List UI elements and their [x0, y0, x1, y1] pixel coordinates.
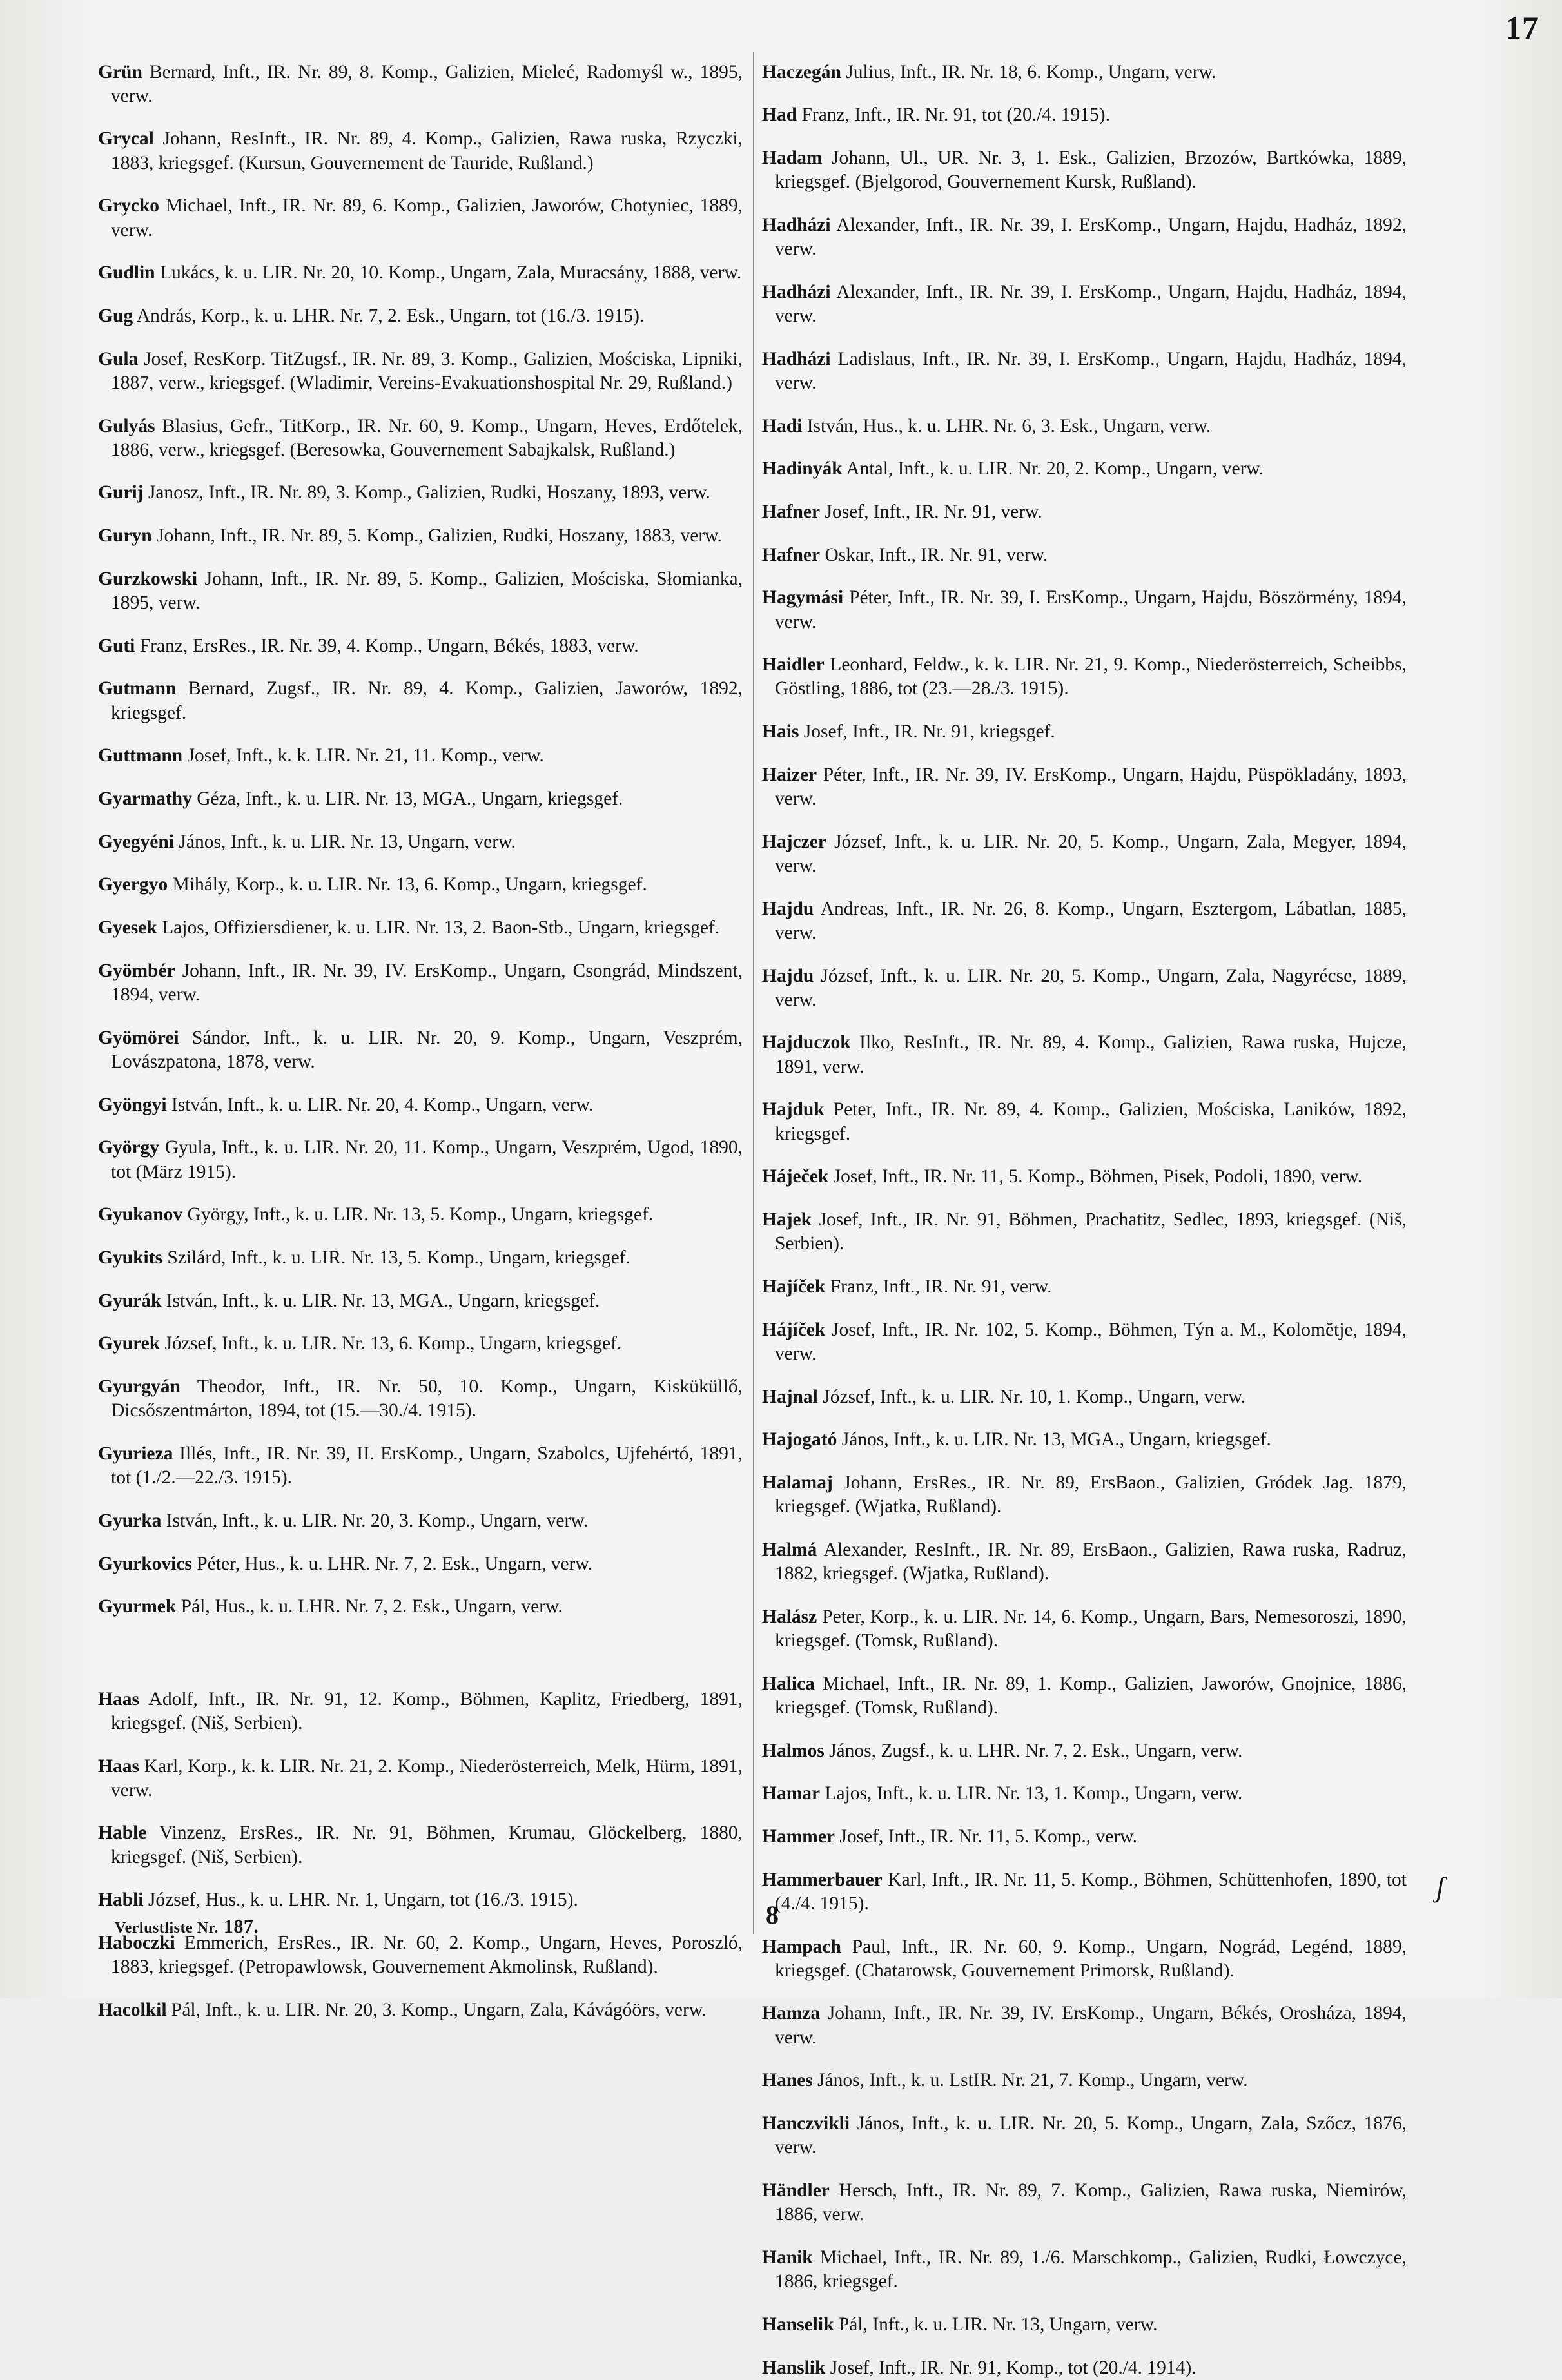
entry-surname: Gug: [98, 305, 133, 326]
entry-details: Lajos, Inft., k. u. LIR. Nr. 13, 1. Komp., Ungarn, verw.: [820, 1783, 1243, 1804]
entry-details: Peter, Inft., IR. Nr. 89, 4. Komp., Galizien, Mościska, Laników, 1892, kriegsgef.: [775, 1099, 1407, 1144]
list-entry: [762, 1605, 1407, 1653]
footer-label: Verlustliste Nr.: [115, 1920, 219, 1936]
entry-details: Franz, Inft., IR. Nr. 91, tot (20./4. 1915).: [797, 104, 1110, 126]
list-entry: [762, 415, 1407, 438]
entry-surname: Hadinyák: [762, 458, 843, 480]
entry-surname: Hadam: [762, 147, 823, 168]
list-entry: [98, 1509, 743, 1533]
entry-surname: Gyurieza: [98, 1443, 173, 1465]
entry-surname: Hajdu: [762, 965, 814, 986]
entry-surname: Gyesek: [98, 917, 157, 939]
entry-details: Josef, Inft., IR. Nr. 91, Böhmen, Prachatitz, Sedlec, 1893, kriegsgef. (Niš, Serbien).: [775, 1209, 1407, 1254]
left-entries-g: [98, 61, 743, 1619]
entry-details: Alexander, Inft., IR. Nr. 39, I. ErsKomp., Ungarn, Hajdu, Hadház, 1894, verw.: [775, 281, 1407, 326]
list-entry: [762, 543, 1407, 567]
list-entry: [98, 1093, 743, 1117]
entry-surname: Händler: [762, 2180, 830, 2201]
list-entry: [762, 1098, 1407, 1146]
list-entry: [762, 280, 1407, 328]
entry-surname: Hacolkil: [98, 1999, 167, 2020]
entry-surname: Hajogató: [762, 1429, 837, 1450]
list-entry: [762, 2069, 1407, 2092]
entry-details: Lajos, Offiziersdiener, k. u. LIR. Nr. 13, 2. Baon-Stb., Ungarn, kriegsgef.: [157, 917, 720, 939]
list-entry: [98, 1442, 743, 1490]
entry-surname: Halmos: [762, 1740, 825, 1761]
list-entry: [98, 787, 743, 811]
list-entry: [762, 1739, 1407, 1763]
list-entry: [98, 61, 743, 108]
entry-details: Hersch, Inft., IR. Nr. 89, 7. Komp., Galizien, Rawa ruska, Niemirów, 1886, verw.: [775, 2180, 1407, 2225]
entry-surname: Halamaj: [762, 1472, 833, 1493]
entry-details: Vinzenz, ErsRes., IR. Nr. 91, Böhmen, Krumau, Glöckelberg, 1880, kriegsgef. (Niš, Serbien).: [111, 1822, 743, 1868]
list-entry: [762, 763, 1407, 811]
entry-details: Ilko, ResInft., IR. Nr. 89, 4. Komp., Galizien, Rawa ruska, Hujcze, 1891, verw.: [775, 1032, 1407, 1077]
list-entry: [762, 586, 1407, 634]
entry-surname: Gyurmek: [98, 1596, 177, 1617]
entry-details: Blasius, Gefr., TitKorp., IR. Nr. 60, 9. Komp., Ungarn, Heves, Erdőtelek, 1886, verw., kriegsgef. (Beresowka, Gouvernement Sabajkalsk, Rußland.): [111, 415, 743, 460]
entry-surname: Guti: [98, 635, 135, 656]
entry-surname: Gyömörei: [98, 1027, 179, 1048]
entry-surname: Halmá: [762, 1539, 817, 1560]
list-entry: [98, 1595, 743, 1619]
entry-details: Andreas, Inft., IR. Nr. 26, 8. Komp., Ungarn, Esztergom, Lábatlan, 1885, verw.: [775, 898, 1407, 943]
entry-details: Josef, Inft., IR. Nr. 102, 5. Komp., Böhmen, Týn a. M., Kolomĕtje, 1894, verw.: [775, 1319, 1407, 1364]
entry-surname: Haboczki: [98, 1933, 175, 1954]
entry-details: István, Inft., k. u. LIR. Nr. 20, 4. Komp., Ungarn, verw.: [166, 1094, 594, 1115]
entry-details: György, Inft., k. u. LIR. Nr. 13, 5. Komp., Ungarn, kriegsgef.: [182, 1204, 654, 1225]
entry-details: János, Inft., k. u. LIR. Nr. 13, Ungarn, verw.: [174, 831, 516, 852]
entry-surname: Gudlin: [98, 262, 155, 284]
entry-details: Johann, ResInft., IR. Nr. 89, 4. Komp., Galizien, Rawa ruska, Rzyczki, 1883, kriegsgef. (Kursun, Gouvernement de Tauride, Rußland.): [111, 128, 743, 173]
entry-details: József, Inft., k. u. LIR. Nr. 13, 6. Komp., Ungarn, kriegsgef.: [160, 1333, 622, 1354]
list-entry: [762, 500, 1407, 524]
entry-surname: Gyegyéni: [98, 831, 174, 852]
entry-details: József, Inft., k. u. LIR. Nr. 10, 1. Komp., Ungarn, verw.: [817, 1386, 1246, 1407]
entry-details: Josef, Inft., IR. Nr. 91, verw.: [820, 501, 1042, 522]
entry-surname: Gyurek: [98, 1333, 161, 1354]
entry-surname: Hafner: [762, 544, 821, 565]
entry-surname: György: [98, 1137, 160, 1158]
list-entry: [98, 415, 743, 462]
list-entry: [98, 1026, 743, 1074]
entry-details: János, Zugsf., k. u. LHR. Nr. 7, 2. Esk., Ungarn, verw.: [824, 1740, 1243, 1761]
list-entry: [98, 1688, 743, 1735]
section-gap: [98, 1619, 743, 1668]
list-entry: [98, 1888, 743, 1912]
entry-details: Pál, Inft., k. u. LIR. Nr. 20, 3. Komp., Ungarn, Zala, Kávágóörs, verw.: [166, 1999, 707, 2020]
list-entry: [762, 61, 1407, 84]
entry-surname: Hammerbauer: [762, 1869, 883, 1890]
entry-surname: Haidler: [762, 654, 825, 676]
entry-details: Péter, Hus., k. u. LHR. Nr. 7, 2. Esk., Ungarn, verw.: [191, 1553, 593, 1574]
entry-surname: Gutmann: [98, 678, 177, 699]
list-entry: [98, 677, 743, 725]
entry-surname: Hamza: [762, 2003, 821, 2024]
entry-surname: Hais: [762, 721, 799, 743]
entry-surname: Gyukits: [98, 1247, 163, 1268]
entry-details: János, Inft., k. u. LIR. Nr. 13, MGA., Ungarn, kriegsgef.: [837, 1429, 1271, 1450]
entry-surname: Haizer: [762, 764, 817, 785]
entry-surname: Hagymási: [762, 587, 844, 609]
entry-surname: Grycko: [98, 195, 160, 217]
entry-details: Pál, Hus., k. u. LHR. Nr. 7, 2. Esk., Ungarn, verw.: [176, 1596, 563, 1617]
list-entry: [98, 1332, 743, 1356]
list-entry: [762, 720, 1407, 744]
list-entry: [762, 347, 1407, 395]
entry-details: Franz, ErsRes., IR. Nr. 39, 4. Komp., Ungarn, Békés, 1883, verw.: [135, 635, 639, 656]
entry-surname: Halica: [762, 1673, 815, 1694]
signature-mark: 8: [766, 1900, 779, 1929]
page-number: 17: [1505, 10, 1539, 46]
entry-details: Karl, Inft., IR. Nr. 11, 5. Komp., Böhmen, Schüttenhofen, 1890, tot (4./4. 1915).: [775, 1869, 1407, 1914]
entry-details: József, Hus., k. u. LHR. Nr. 1, Ungarn, tot (16./3. 1915).: [143, 1889, 578, 1911]
entry-details: Julius, Inft., IR. Nr. 18, 6. Komp., Ungarn, verw.: [841, 61, 1216, 83]
list-entry: [98, 1203, 743, 1227]
entry-details: Lukács, k. u. LIR. Nr. 20, 10. Komp., Ungarn, Zala, Muracsány, 1888, verw.: [155, 262, 742, 284]
list-entry: [98, 347, 743, 395]
list-entry: [762, 1538, 1407, 1586]
entry-surname: Háječek: [762, 1166, 829, 1187]
list-entry: [98, 567, 743, 615]
list-entry: [98, 1552, 743, 1576]
entry-surname: Gyurkovics: [98, 1553, 192, 1574]
list-entry: [98, 194, 743, 242]
list-entry: [762, 146, 1407, 194]
entry-details: Michael, Inft., IR. Nr. 89, 1./6. Marschkomp., Galizien, Rudki, Łowczyce, 1886, kriegsgef.: [775, 2247, 1407, 2292]
entry-details: Géza, Inft., k. u. LIR. Nr. 13, MGA., Ungarn, kriegsgef.: [191, 788, 623, 810]
entry-details: Sándor, Inft., k. u. LIR. Nr. 20, 9. Komp., Ungarn, Veszprém, Lovászpatona, 1878, verw.: [111, 1027, 743, 1072]
entry-surname: Hadházi: [762, 281, 831, 302]
entry-details: Johann, Inft., IR. Nr. 89, 5. Komp., Galizien, Rudki, Hoszany, 1883, verw.: [151, 525, 722, 547]
list-entry: [98, 873, 743, 897]
entry-surname: Hanczvikli: [762, 2113, 850, 2134]
list-entry: [98, 127, 743, 175]
list-entry: [762, 1471, 1407, 1519]
entry-details: Péter, Inft., IR. Nr. 39, IV. ErsKomp., Ungarn, Hajdu, Püspökladány, 1893, verw.: [775, 764, 1407, 810]
entry-details: Johann, Ul., UR. Nr. 3, 1. Esk., Galizien, Brzozów, Bartkówka, 1889, kriegsgef. (Bjelgorod, Gouvernement Kursk, Rußland).: [775, 147, 1407, 193]
list-entry: [762, 830, 1407, 878]
entry-surname: Guttmann: [98, 745, 183, 766]
entry-details: Alexander, Inft., IR. Nr. 39, I. ErsKomp., Ungarn, Hajdu, Hadház, 1892, verw.: [775, 214, 1407, 260]
entry-details: Johann, Inft., IR. Nr. 39, IV. ErsKomp., Ungarn, Békés, Orosháza, 1894, verw.: [775, 2003, 1407, 2048]
entry-surname: Gulyás: [98, 415, 155, 436]
entry-surname: Hanik: [762, 2247, 813, 2268]
entry-details: Josef, Inft., IR. Nr. 91, kriegsgef.: [799, 721, 1055, 743]
entry-details: Emmerich, ErsRes., IR. Nr. 60, 2. Komp., Ungarn, Heves, Poroszló, 1883, kriegsgef. (Petropawlowsk, Gouvernement Akmolinsk, Rußland).: [111, 1933, 743, 1978]
list-entry: [762, 1275, 1407, 1299]
list-entry: [762, 2356, 1407, 2380]
entry-details: Gyula, Inft., k. u. LIR. Nr. 20, 11. Komp., Ungarn, Veszprém, Ugod, 1890, tot (März 1915).: [111, 1137, 743, 1182]
entry-surname: Haczegán: [762, 61, 841, 83]
entry-surname: Hampach: [762, 1936, 841, 1957]
list-entry: [98, 959, 743, 1007]
list-entry: [98, 916, 743, 940]
entry-surname: Gyurák: [98, 1290, 162, 1311]
entry-details: Franz, Inft., IR. Nr. 91, verw.: [825, 1276, 1052, 1297]
entry-details: Oskar, Inft., IR. Nr. 91, verw.: [820, 544, 1048, 565]
list-entry: [762, 2246, 1407, 2294]
entry-surname: Gyergyo: [98, 874, 168, 895]
left-entries-h: [98, 1688, 743, 2023]
list-entry: [98, 524, 743, 548]
page-footer: [115, 1916, 259, 1938]
entry-surname: Hadházi: [762, 214, 831, 235]
list-entry: [762, 1672, 1407, 1720]
entry-surname: Hamar: [762, 1783, 821, 1804]
entry-details: András, Korp., k. u. LHR. Nr. 7, 2. Esk., Ungarn, tot (16./3. 1915).: [133, 305, 645, 326]
entry-details: József, Inft., k. u. LIR. Nr. 20, 5. Komp., Ungarn, Zala, Nagyrécse, 1889, verw.: [775, 965, 1407, 1010]
entry-details: Paul, Inft., IR. Nr. 60, 9. Komp., Ungarn, Nográd, Legénd, 1889, kriegsgef. (Chatarowsk, Gouvernement Primorsk, Rußland).: [775, 1936, 1407, 1981]
margin-mark: ʃ: [1436, 1871, 1445, 1903]
list-entry: [762, 103, 1407, 127]
entry-details: Bernard, Zugsf., IR. Nr. 89, 4. Komp., Galizien, Jaworów, 1892, kriegsgef.: [111, 678, 743, 723]
entry-surname: Gula: [98, 348, 139, 369]
list-entry: [98, 1136, 743, 1184]
entry-details: Illés, Inft., IR. Nr. 39, II. ErsKomp., Ungarn, Szabolcs, Ujfehértó, 1891, tot (1./2.—22./3. 1915).: [111, 1443, 743, 1488]
entry-details: Josef, Inft., k. k. LIR. Nr. 21, 11. Komp., verw.: [182, 745, 544, 766]
entry-details: Josef, Inft., IR. Nr. 91, Komp., tot (20./4. 1914).: [825, 2357, 1196, 2378]
list-entry: [98, 1289, 743, 1313]
list-entry: [762, 1031, 1407, 1078]
entry-surname: Gyurgyán: [98, 1376, 181, 1398]
list-entry: [98, 634, 743, 658]
entry-surname: Had: [762, 104, 797, 126]
entry-details: István, Hus., k. u. LHR. Nr. 6, 3. Esk., Ungarn, verw.: [802, 415, 1211, 436]
entry-details: Antal, Inft., k. u. LIR. Nr. 20, 2. Komp., Ungarn, verw.: [842, 458, 1264, 480]
entry-surname: Hájíček: [762, 1319, 826, 1340]
entry-details: Adolf, Inft., IR. Nr. 91, 12. Komp., Böhmen, Kaplitz, Friedberg, 1891, kriegsgef. (Niš, Serbien).: [111, 1688, 743, 1733]
list-entry: [762, 1782, 1407, 1806]
list-entry: [762, 213, 1407, 261]
list-entry: [762, 2179, 1407, 2227]
footer-number: 187.: [223, 1916, 259, 1937]
list-entry: [98, 304, 743, 328]
entry-details: Janosz, Inft., IR. Nr. 89, 3. Komp., Galizien, Rudki, Hoszany, 1893, verw.: [143, 482, 710, 503]
list-entry: [762, 1868, 1407, 1916]
entry-surname: Hanselik: [762, 2314, 834, 2335]
entry-details: Alexander, ResInft., IR. Nr. 89, ErsBaon., Galizien, Rawa ruska, Radruz, 1882, kriegsgef. (Wjatka, Rußland).: [775, 1539, 1407, 1585]
list-entry: [762, 1208, 1407, 1256]
entry-surname: Hajek: [762, 1209, 812, 1230]
left-column: [98, 41, 743, 2023]
list-entry: [98, 261, 743, 285]
list-entry: [762, 457, 1407, 481]
list-entry: [762, 653, 1407, 701]
list-entry: [762, 1935, 1407, 1983]
entry-surname: Hajduk: [762, 1099, 825, 1120]
entry-details: Peter, Korp., k. u. LIR. Nr. 14, 6. Komp., Ungarn, Bars, Nemesoroszi, 1890, kriegsgef. (Tomsk, Rußland).: [775, 1606, 1407, 1651]
entry-surname: Haas: [98, 1755, 139, 1777]
entry-surname: Haas: [98, 1688, 139, 1710]
entry-details: Szilárd, Inft., k. u. LIR. Nr. 13, 5. Komp., Ungarn, kriegsgef.: [162, 1247, 630, 1268]
entry-surname: Gyöngyi: [98, 1094, 167, 1115]
entry-details: Josef, Inft., IR. Nr. 11, 5. Komp., Böhmen, Pisek, Podoli, 1890, verw.: [828, 1166, 1363, 1187]
list-entry: [98, 830, 743, 854]
list-entry: [762, 1318, 1407, 1366]
list-entry: [762, 1825, 1407, 1849]
list-entry: [762, 897, 1407, 945]
list-entry: [762, 1385, 1407, 1409]
entry-surname: Guryn: [98, 525, 152, 547]
entry-details: József, Inft., k. u. LIR. Nr. 20, 5. Komp., Ungarn, Zala, Megyer, 1894, verw.: [775, 831, 1407, 876]
list-entry: [98, 1821, 743, 1869]
right-entries-h: [762, 61, 1407, 2380]
entry-details: Theodor, Inft., IR. Nr. 50, 10. Komp., Ungarn, Kisküküllő, Dicsőszentmárton, 1894, tot (15.—30./4. 1915).: [111, 1376, 743, 1421]
entry-details: Pál, Inft., k. u. LIR. Nr. 13, Ungarn, verw.: [834, 2314, 1158, 2335]
entry-details: János, Inft., k. u. LstIR. Nr. 21, 7. Komp., Ungarn, verw.: [812, 2070, 1248, 2091]
entry-surname: Gyukanov: [98, 1204, 183, 1225]
entry-surname: Hadházi: [762, 348, 831, 369]
entry-surname: Gyömbér: [98, 960, 175, 981]
entry-details: Michael, Inft., IR. Nr. 89, 6. Komp., Galizien, Jaworów, Chotyniec, 1889, verw.: [111, 195, 743, 240]
entry-details: Josef, Inft., IR. Nr. 11, 5. Komp., verw.: [835, 1826, 1137, 1847]
entry-surname: Grycal: [98, 128, 154, 150]
list-entry: [762, 1165, 1407, 1189]
entry-surname: Hable: [98, 1822, 147, 1844]
entry-surname: Grün: [98, 61, 142, 83]
list-entry: [762, 964, 1407, 1012]
entry-surname: Gurij: [98, 482, 144, 503]
entry-details: Péter, Inft., IR. Nr. 39, I. ErsKomp., Ungarn, Hajdu, Böszörmény, 1894, verw.: [775, 587, 1407, 632]
entry-surname: Hajczer: [762, 831, 826, 852]
entry-surname: Hajdu: [762, 898, 814, 919]
entry-details: Bernard, Inft., IR. Nr. 89, 8. Komp., Galizien, Mieleć, Radomyśl w., 1895, verw.: [111, 61, 743, 106]
entry-details: János, Inft., k. u. LIR. Nr. 20, 5. Komp., Ungarn, Zala, Szőcz, 1876, verw.: [775, 2113, 1407, 2158]
entry-details: Leonhard, Feldw., k. k. LIR. Nr. 21, 9. Komp., Niederösterreich, Scheibbs, Göstling, 1886, tot (23.—28./3. 1915).: [775, 654, 1407, 699]
entry-details: Michael, Inft., IR. Nr. 89, 1. Komp., Galizien, Jaworów, Gnojnice, 1886, kriegsgef. (Tomsk, Rußland).: [775, 1673, 1407, 1718]
list-entry: [762, 1428, 1407, 1452]
entry-surname: Hajíček: [762, 1276, 826, 1297]
entry-details: István, Inft., k. u. LIR. Nr. 20, 3. Komp., Ungarn, verw.: [161, 1510, 589, 1531]
list-entry: [98, 744, 743, 768]
entry-details: Josef, ResKorp. TitZugsf., IR. Nr. 89, 3. Komp., Galizien, Mościska, Lipniki, 1887, verw., kriegsgef. (Wladimir, Vereins-Evakuationshospital Nr. 29, Rußland.): [111, 348, 743, 393]
entry-surname: Gurzkowski: [98, 568, 198, 589]
entry-surname: Gyarmathy: [98, 788, 192, 810]
entry-surname: Hajduczok: [762, 1032, 851, 1053]
right-column: [762, 41, 1407, 2380]
entry-surname: Hajnal: [762, 1386, 818, 1407]
entry-surname: Halász: [762, 1606, 817, 1627]
entry-surname: Hammer: [762, 1826, 835, 1847]
list-entry: [98, 1931, 743, 1979]
entry-details: Johann, Inft., IR. Nr. 89, 5. Komp., Galizien, Mościska, Słomianka, 1895, verw.: [111, 568, 743, 614]
entry-details: István, Inft., k. u. LIR. Nr. 13, MGA., Ungarn, kriegsgef.: [161, 1290, 600, 1311]
entry-surname: Gyurka: [98, 1510, 162, 1531]
entry-surname: Hafner: [762, 501, 821, 522]
list-entry: [762, 2112, 1407, 2160]
list-entry: [98, 1755, 743, 1802]
list-entry: [98, 1246, 743, 1270]
list-entry: [98, 481, 743, 505]
entry-details: Karl, Korp., k. k. LIR. Nr. 21, 2. Komp., Niederösterreich, Melk, Hürm, 1891, verw.: [111, 1755, 743, 1800]
entry-details: Johann, ErsRes., IR. Nr. 89, ErsBaon., Galizien, Gródek Jag. 1879, kriegsgef. (Wjatka, Rußland).: [775, 1472, 1407, 1517]
list-entry: [762, 2002, 1407, 2049]
list-entry: [762, 2313, 1407, 2337]
entry-details: Mihály, Korp., k. u. LIR. Nr. 13, 6. Komp., Ungarn, kriegsgef.: [168, 874, 647, 895]
entry-details: Ladislaus, Inft., IR. Nr. 39, I. ErsKomp., Ungarn, Hajdu, Hadház, 1894, verw.: [775, 348, 1407, 393]
entry-surname: Hanslik: [762, 2357, 826, 2378]
entry-details: Johann, Inft., IR. Nr. 39, IV. ErsKomp., Ungarn, Csongrád, Mindszent, 1894, verw.: [111, 960, 743, 1006]
list-entry: [98, 1375, 743, 1423]
entry-surname: Habli: [98, 1889, 144, 1911]
entry-surname: Hadi: [762, 415, 803, 436]
entry-surname: Hanes: [762, 2070, 813, 2091]
list-entry: [98, 1998, 743, 2022]
column-divider: [753, 52, 754, 1934]
